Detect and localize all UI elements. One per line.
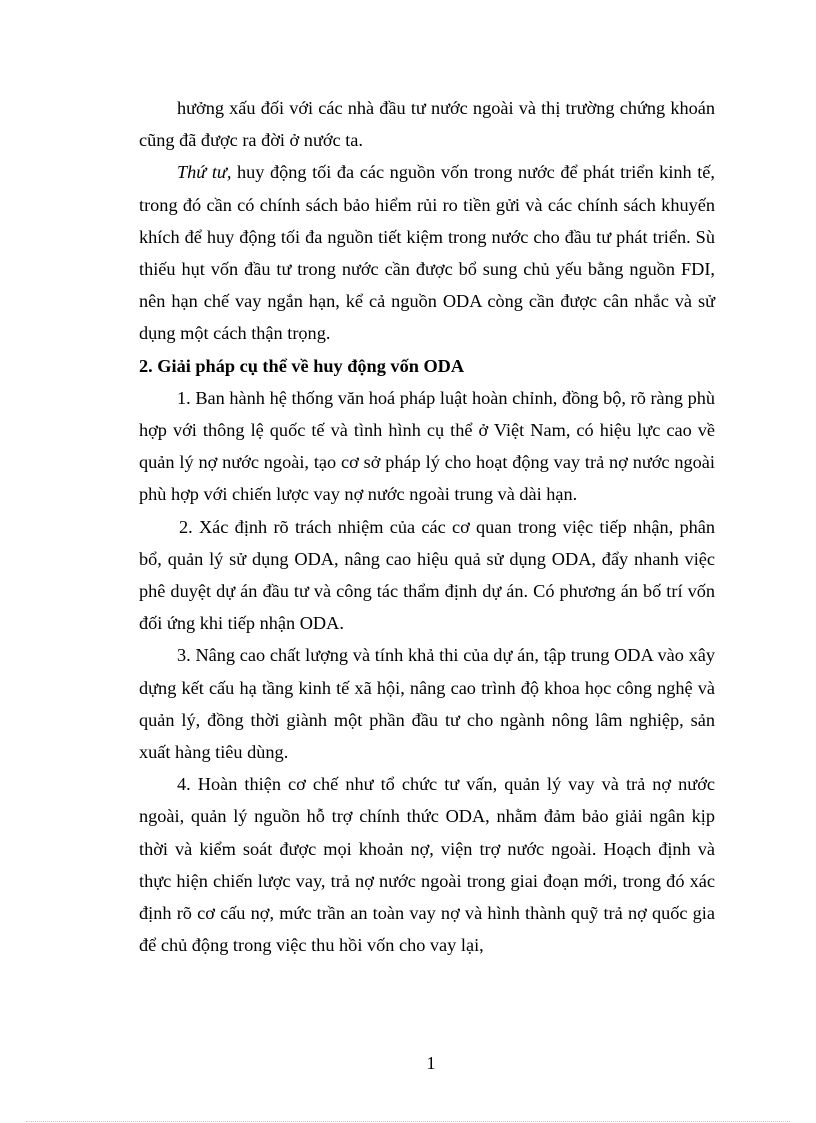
list-item-4: 4. Hoàn thiện cơ chế như tổ chức tư vấn, quản lý vay và trả nợ nước ngoài, quản lý nguồn hỗ trợ chính thức ODA, nhằm đảm bảo giải ngân kịp thời và kiểm soát được mọi khoản nợ, viện trợ nước ngoài. Hoạch định và thực hiện chiến lược vay, trả nợ nước ngoài trong giai đoạn mới, trong đó xác định rõ cơ cấu nợ, mức trần an toàn vay nợ và hình thành quỹ trả nợ quốc gia để chủ động trong việc thu hồi vốn cho vay lại,	[139, 774, 715, 956]
page-number: 1	[426, 1053, 436, 1073]
paragraph-lead-text: Thứ tư,	[177, 162, 232, 183]
paragraph-text: huy động tối đa các nguồn vốn trong nước để phát triển kinh tế, trong đó cần có chính sách bảo hiểm rủi ro tiền gửi và các chính sách khuyến khích để huy động tối đa nguồn tiết kiệm trong nước cho đầu tư phát triển. Sù thiếu hụt vốn đầu tư trong nước cần được bổ sung chủ yếu bằng nguồn FDI, nên hạn chế vay ngắn hạn, kể cả nguồn ODA còng cần được cân nhắc và sử dụng một cách thận trọng.	[139, 162, 715, 344]
paragraph-text: hưởng xấu đối với các nhà đầu tư nước ngoài và thị trường chứng khoán cũng đã được ra đời ở nước ta.	[139, 98, 715, 151]
paragraph-continuation	[139, 92, 715, 156]
paragraph-thu-tu	[139, 156, 715, 349]
section-heading: 2. Giải pháp cụ thể về huy động vốn ODA	[139, 355, 465, 376]
list-item-3: 3. Nâng cao chất lượng và tính khả thi của dự án, tập trung ODA vào xây dựng kết cấu hạ tầng kinh tế xã hội, nâng cao trình độ khoa học công nghệ và quản lý, đồng thời giành một phần đầu tư cho ngành nông lâm nghiệp, sản xuất hàng tiêu dùng.	[139, 645, 715, 763]
document-body	[139, 92, 715, 961]
list-item-1: 1. Ban hành hệ thống văn hoá pháp luật hoàn chỉnh, đồng bộ, rõ ràng phù hợp với thông lệ quốc tế và tình hình cụ thể ở Việt Nam, có hiệu lực cao về quản lý nợ nước ngoài, tạo cơ sở pháp lý cho hoạt động vay trả nợ nước ngoài phù hợp với chiến lược vay nợ nước ngoài trung và dài hạn.	[139, 387, 715, 505]
page-bottom-divider	[26, 1121, 790, 1122]
list-item-2: 2. Xác định rõ trách nhiệm của các cơ quan trong việc tiếp nhận, phân bổ, quản lý sử dụng ODA, nâng cao hiệu quả sử dụng ODA, đẩy nhanh việc phê duyệt dự án đầu tư và công tác thẩm định dự án. Có phương án bố trí vốn đối ứng khi tiếp nhận ODA.	[139, 516, 715, 634]
